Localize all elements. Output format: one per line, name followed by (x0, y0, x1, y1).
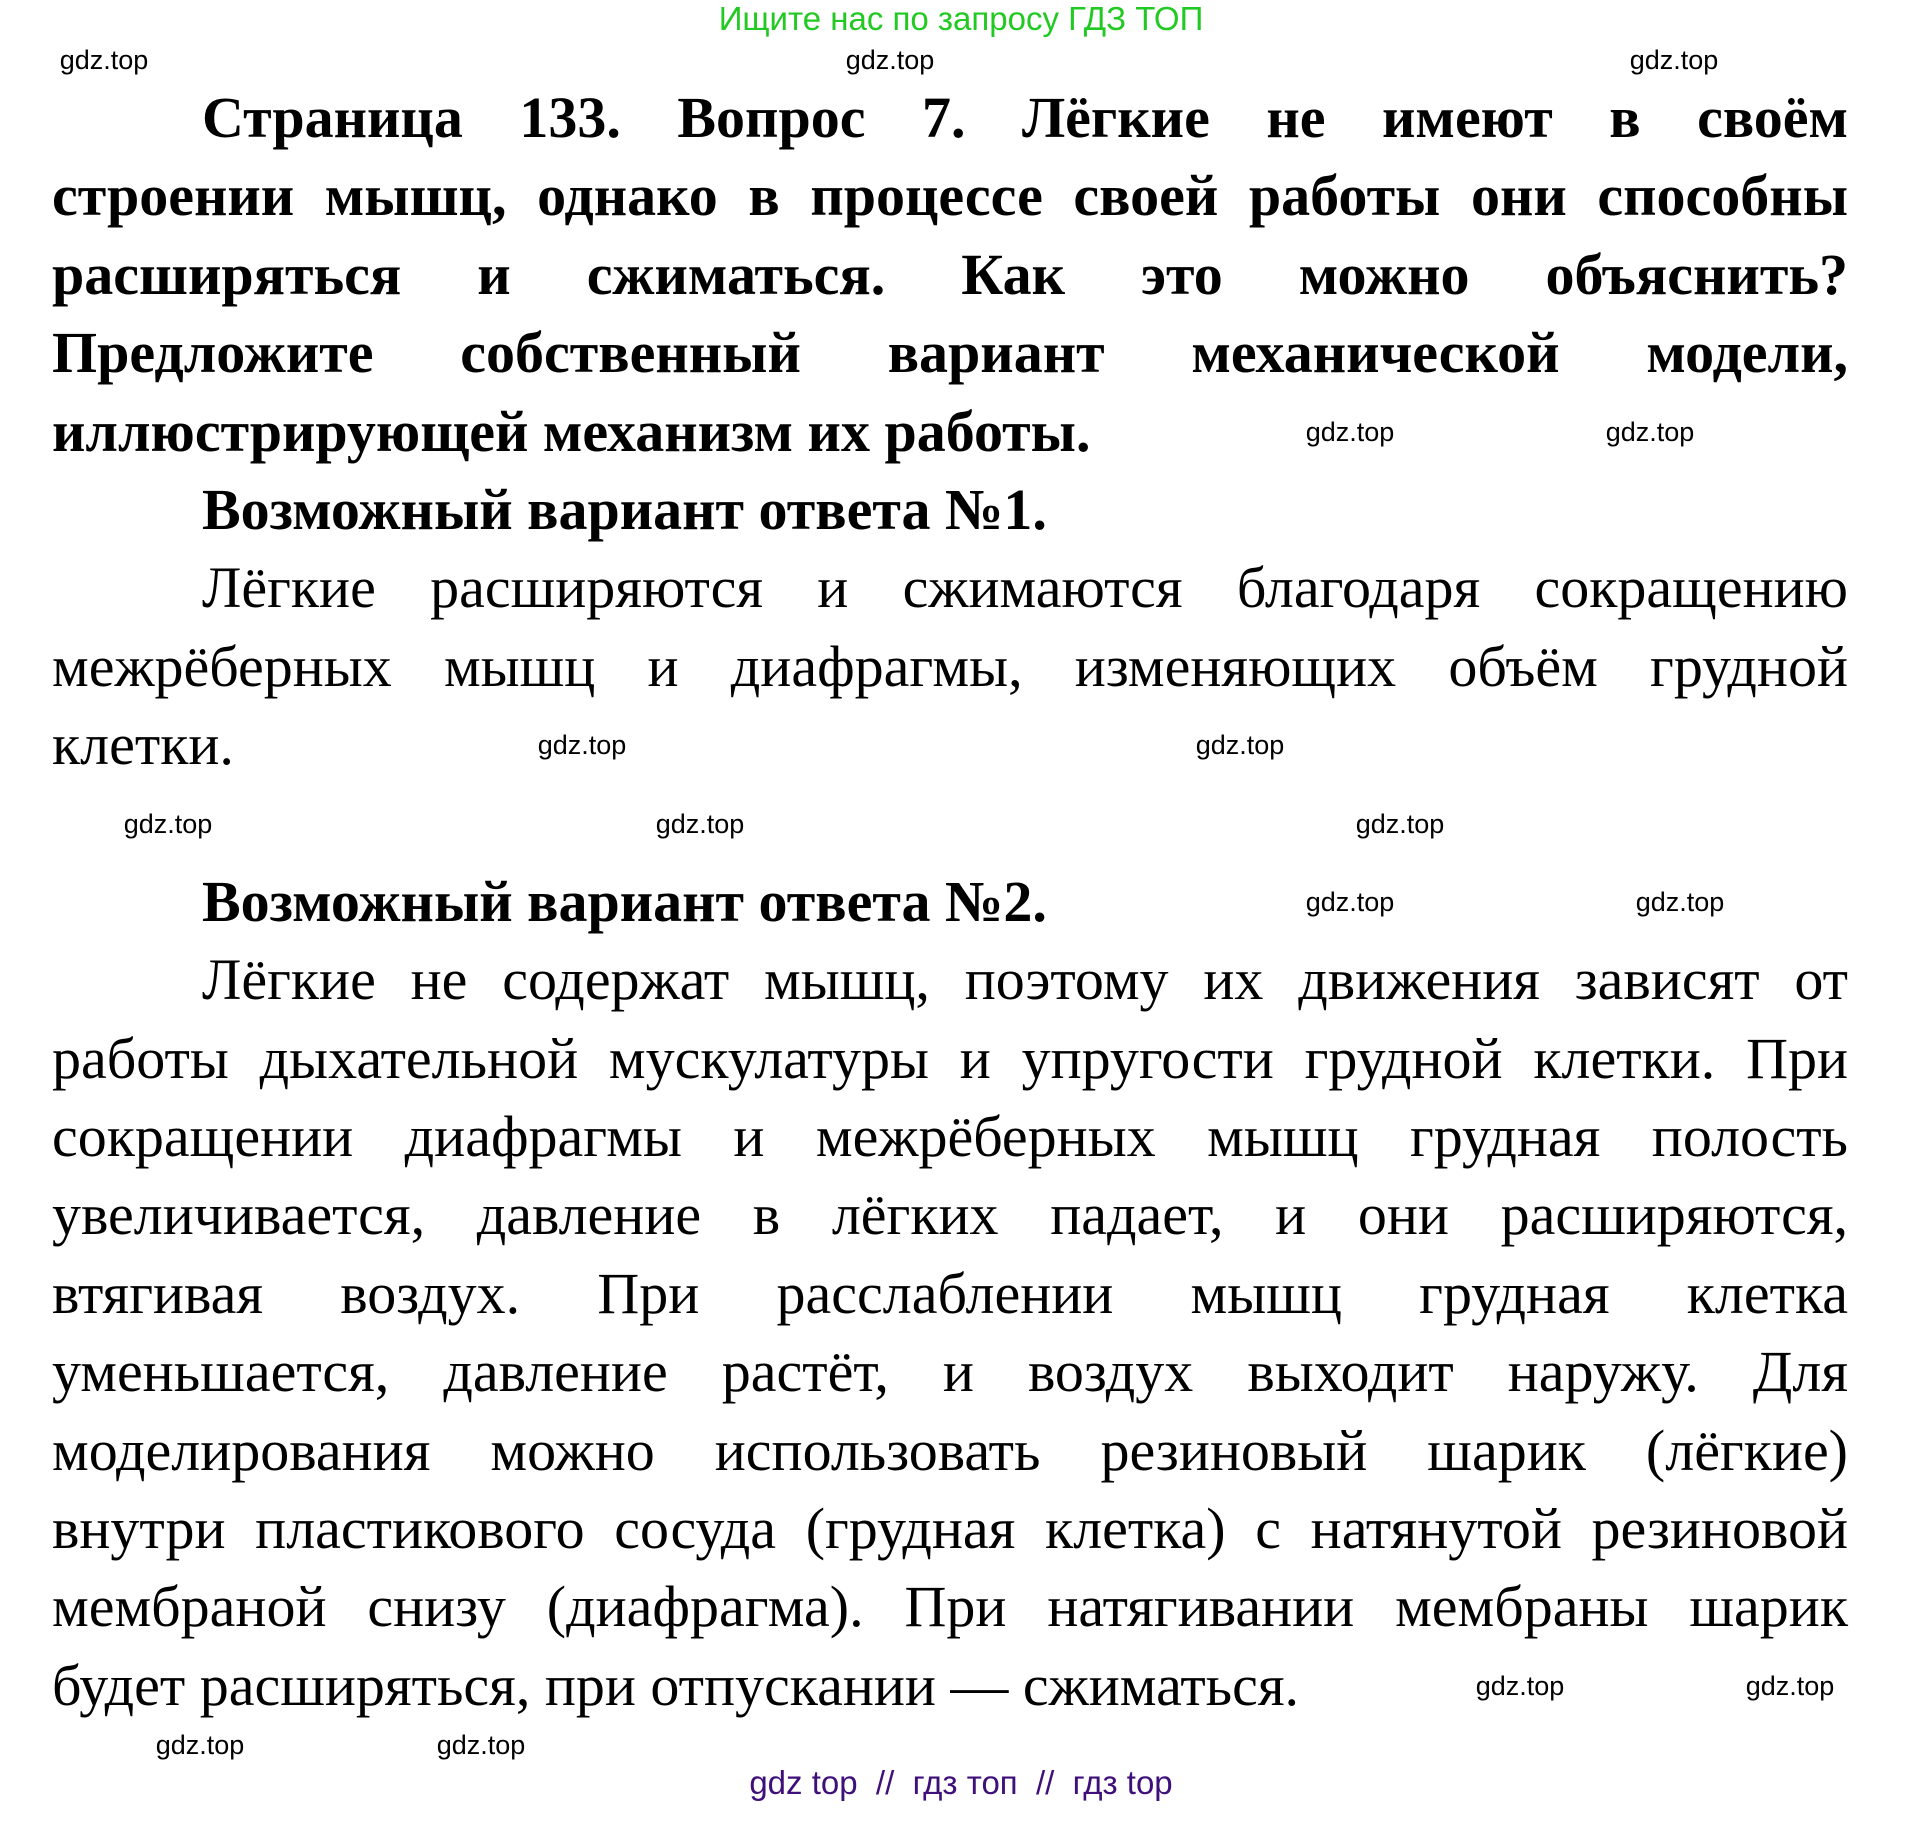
answer2-line: работы дыхательной мускулатуры и упругости грудной клетки. При (52, 1025, 1848, 1091)
watermark: gdz.top (1305, 887, 1395, 917)
watermark: gdz.top (1635, 887, 1725, 917)
search-banner[interactable]: Ищите нас по запросу ГДЗ ТОП (718, 0, 1204, 37)
answer1-heading: Возможный вариант ответа №1. (202, 476, 1047, 542)
watermark: gdz.top (123, 809, 213, 839)
watermark: gdz.top (537, 730, 627, 760)
watermark: gdz.top (1629, 45, 1719, 75)
footer-links[interactable]: gdz top // гдз топ // гдз top (749, 1764, 1173, 1801)
answer2-line: моделирования можно использовать резиновый шарик (лёгкие) (52, 1417, 1848, 1483)
answer2-line: сокращении диафрагмы и межрёберных мышц грудная полость (52, 1104, 1848, 1170)
answer2-line: Лёгкие не содержат мышц, поэтому их движения зависят от (202, 947, 1848, 1013)
watermark: gdz.top (1305, 417, 1395, 447)
answer2-heading: Возможный вариант ответа №2. (202, 868, 1047, 934)
watermark: gdz.top (845, 45, 935, 75)
answer1-line: клетки. (52, 712, 234, 778)
watermark: gdz.top (1195, 730, 1285, 760)
answer2-line: увеличивается, давление в лёгких падает, и они расширяются, (52, 1182, 1848, 1248)
question-line: строении мышц, однако в процессе своей работы они способны (52, 163, 1848, 229)
answer2-line: мембраной снизу (диафрагма). При натягивании мембраны шарик (52, 1574, 1848, 1640)
document-body (52, 79, 1848, 1725)
question-line: Предложите собственный вариант механической модели, (52, 320, 1848, 386)
watermark: gdz.top (155, 1730, 245, 1760)
answer2-line: втягивая воздух. При расслаблении мышц грудная клетка (52, 1260, 1848, 1326)
watermark: gdz.top (436, 1730, 526, 1760)
watermark: gdz.top (1355, 809, 1445, 839)
watermark: gdz.top (1605, 417, 1695, 447)
question-line: расширяться и сжиматься. Как это можно объяснить? (52, 241, 1848, 307)
answer1-line: межрёберных мышц и диафрагмы, изменяющих объём грудной (52, 633, 1848, 699)
spacer (52, 785, 1848, 863)
watermark: gdz.top (1745, 1671, 1835, 1701)
answer2-line: уменьшается, давление растёт, и воздух выходит наружу. Для (52, 1339, 1848, 1405)
question-line: Страница 133. Вопрос 7. Лёгкие не имеют в своём (202, 85, 1848, 150)
watermark: gdz.top (1475, 1671, 1565, 1701)
watermark: gdz.top (59, 45, 149, 75)
answer2-line: будет расширяться, при отпускании — сжиматься. (52, 1652, 1300, 1718)
watermark: gdz.top (655, 809, 745, 839)
answer1-line: Лёгкие расширяются и сжимаются благодаря сокращению (202, 555, 1848, 621)
answer2-line: внутри пластикового сосуда (грудная клетка) с натянутой резиновой (52, 1496, 1848, 1562)
question-line: иллюстрирующей механизм их работы. (52, 398, 1091, 464)
